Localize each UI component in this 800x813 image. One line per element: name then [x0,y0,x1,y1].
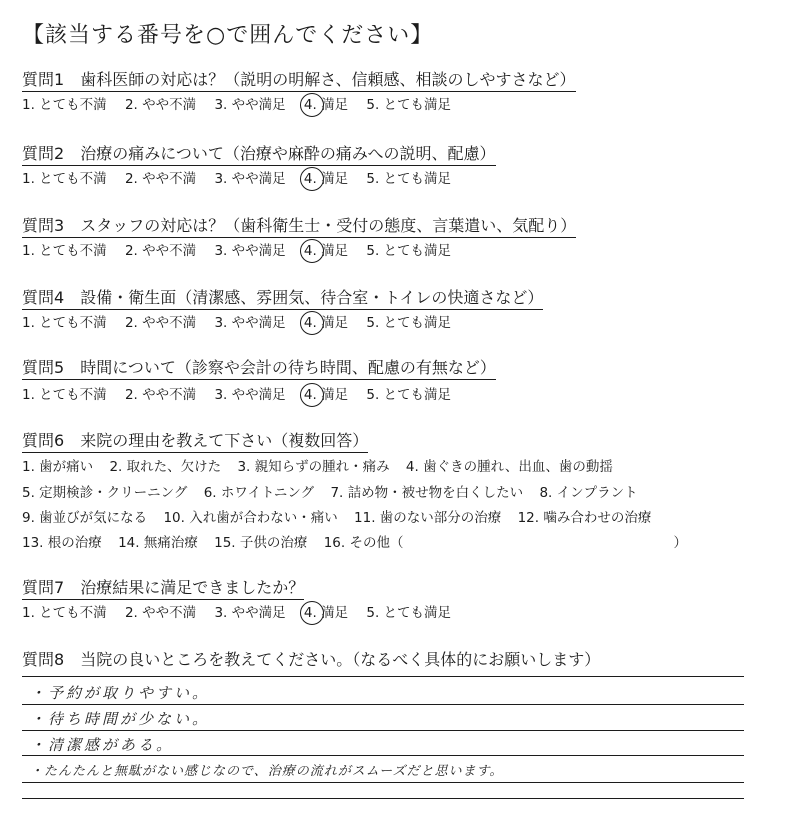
choice-5[interactable]: 5. とても満足 [366,243,452,259]
question-7-title: 質問7 治療結果に満足できましたか？ [22,578,304,600]
question-1-title: 質問1 歯科医師の対応は？（説明の明解さ、信頼感、相談のしやすさなど） [22,70,576,92]
reason-9[interactable]: 9. 歯並びが気になる [22,510,148,526]
question-3-title: 質問3 スタッフの対応は？（歯科衛生士・受付の態度、言葉遣い、気配り） [22,216,576,238]
reason-12[interactable]: 12. 噛み合わせの治療 [517,510,652,526]
reason-10[interactable]: 10. 入れ歯が合わない・痛い [163,510,338,526]
choice-4-circled[interactable]: 4. 満足 [303,243,349,259]
question-4-title: 質問4 設備・衛生面（清潔感、雰囲気、待合室・トイレの快適さなど） [22,288,543,310]
question-6-title: 質問6 来院の理由を教えて下さい（複数回答） [22,431,368,453]
choice-4-circled[interactable]: 4. 満足 [303,315,349,331]
choice-2[interactable]: 2. やや不満 [124,243,197,259]
choice-3[interactable]: 3. やや満足 [214,387,286,403]
choice-1[interactable]: 1. とても不満 [22,387,107,403]
question-7-choices [22,604,465,622]
choice-3[interactable]: 3. やや満足 [214,171,286,187]
reason-5[interactable]: 5. 定期検診・クリーニング [22,485,188,501]
answer-line [22,782,744,783]
reason-11[interactable]: 11. 歯のない部分の治療 [354,510,502,526]
choice-2[interactable]: 2. やや不満 [124,387,197,403]
answer-line [22,676,744,677]
other-close-paren: ） [673,535,687,551]
choice-5[interactable]: 5. とても満足 [366,171,452,187]
question-2-choices [22,170,465,188]
choice-1[interactable]: 1. とても不満 [22,315,107,331]
choice-5[interactable]: 5. とても満足 [366,315,452,331]
answer-2[interactable]: ・待ち時間が少ない。 [30,710,211,728]
choice-1[interactable]: 1. とても不満 [22,171,107,187]
reasons-row-4 [22,534,687,552]
choice-2[interactable]: 2. やや不満 [124,605,197,621]
question-4-choices [22,314,465,332]
page-heading: 【該当する番号を○で囲んでください】 [22,23,434,48]
reason-7[interactable]: 7. 詰め物・被せ物を白くしたい [330,485,524,501]
answer-4[interactable]: ・たんたんと無駄がない感じなので、治療の流れがスムーズだと思います。 [30,764,504,779]
answer-line [22,704,744,705]
reason-6[interactable]: 6. ホワイトニング [203,485,315,501]
question-3-choices [22,242,465,260]
choice-2[interactable]: 2. やや不満 [124,171,197,187]
choice-2[interactable]: 2. やや不満 [124,315,197,331]
choice-5[interactable]: 5. とても満足 [366,605,452,621]
choice-4-circled[interactable]: 4. 満足 [303,171,349,187]
choice-1[interactable]: 1. とても不満 [22,97,107,113]
choice-3[interactable]: 3. やや満足 [214,605,286,621]
choice-4-circled[interactable]: 4. 満足 [303,387,349,403]
answer-3[interactable]: ・清潔感がある。 [30,736,175,754]
reason-8[interactable]: 8. インプラント [539,485,638,501]
choice-1[interactable]: 1. とても不満 [22,605,107,621]
reasons-row-3 [22,509,663,527]
choice-2[interactable]: 2. やや不満 [124,97,197,113]
question-5-title: 質問5 時間について（診察や会計の待ち時間、配慮の有無など） [22,358,496,380]
reason-14[interactable]: 14. 無痛治療 [118,535,198,551]
question-1-choices [22,96,465,114]
choice-1[interactable]: 1. とても不満 [22,243,107,259]
answer-line [22,755,744,756]
question-2-title: 質問2 治療の痛みについて（治療や麻酔の痛みへの説明、配慮） [22,144,496,166]
question-8-title: 質問8 当院の良いところを教えてください。（なるべく具体的にお願いします） [22,650,601,669]
reason-13[interactable]: 13. 根の治療 [22,535,102,551]
choice-3[interactable]: 3. やや満足 [214,243,286,259]
choice-4-circled[interactable]: 4. 満足 [303,97,349,113]
reason-3[interactable]: 3. 親知らずの腫れ・痛み [237,459,390,475]
choice-5[interactable]: 5. とても満足 [366,97,452,113]
answer-1[interactable]: ・予約が取りやすい。 [30,684,211,702]
reasons-row-1 [22,458,625,476]
reason-15[interactable]: 15. 子供の治療 [214,535,308,551]
question-5-choices [22,386,465,404]
choice-4-circled[interactable]: 4. 満足 [303,605,349,621]
reason-4[interactable]: 4. 歯ぐきの腫れ、出血、歯の動揺 [405,459,613,475]
reason-16[interactable]: 16. その他（ [323,535,404,551]
choice-5[interactable]: 5. とても満足 [366,387,452,403]
reason-1[interactable]: 1. 歯が痛い [22,459,94,475]
reason-2[interactable]: 2. 取れた、欠けた [109,459,222,475]
choice-3[interactable]: 3. やや満足 [214,97,286,113]
reasons-row-2 [22,484,650,502]
choice-3[interactable]: 3. やや満足 [214,315,286,331]
answer-line [22,798,744,799]
answer-line [22,730,744,731]
